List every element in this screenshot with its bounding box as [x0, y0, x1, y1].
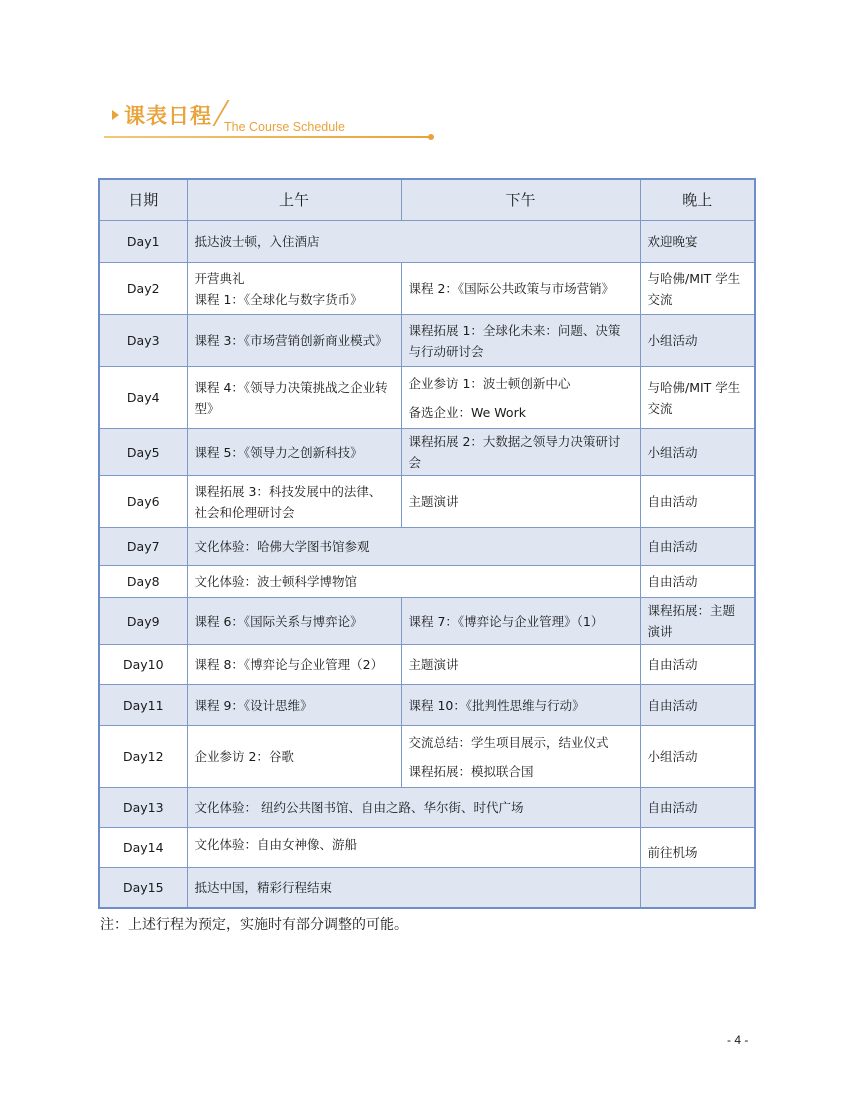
heading-english-title: The Course Schedule	[224, 120, 345, 134]
table-row	[99, 263, 755, 315]
day-cell: Day11	[99, 685, 187, 726]
evening-cell: 小组活动	[640, 429, 755, 476]
heading-underline	[104, 136, 430, 138]
header-date: 日期	[99, 179, 187, 221]
afternoon-line: 企业参访 1：波士顿创新中心	[408, 375, 571, 391]
table-row	[99, 315, 755, 367]
evening-cell: 自由活动	[640, 528, 755, 566]
afternoon-line: 备选企业：We Work	[408, 404, 526, 420]
afternoon-cell: 课程拓展 1：全球化未来：问题、决策与行动研讨会	[401, 315, 640, 367]
triangle-icon	[112, 110, 119, 120]
evening-cell: 与哈佛/MIT 学生交流	[640, 367, 755, 429]
table-row	[99, 476, 755, 528]
day-cell: Day13	[99, 788, 187, 828]
evening-cell: 自由活动	[640, 788, 755, 828]
morning-cell: 课程 8：《博弈论与企业管理（2）	[187, 645, 401, 685]
morning-line: 开营典礼	[194, 270, 245, 286]
evening-cell: 自由活动	[640, 476, 755, 528]
evening-cell: 自由活动	[640, 685, 755, 726]
header-morning: 上午	[187, 179, 401, 221]
evening-cell: 欢迎晚宴	[640, 221, 755, 263]
day-cell: Day8	[99, 566, 187, 598]
afternoon-line: 交流总结：学生项目展示，结业仪式	[408, 734, 609, 750]
afternoon-cell: 课程 10：《批判性思维与行动》	[401, 685, 640, 726]
day-cell: Day12	[99, 726, 187, 788]
header-evening: 晚上	[640, 179, 755, 221]
table-row	[99, 828, 755, 868]
evening-cell: 课程拓展：主题演讲	[640, 598, 755, 645]
day-cell: Day7	[99, 528, 187, 566]
evening-cell: 前往机场	[640, 828, 755, 868]
day-cell: Day6	[99, 476, 187, 528]
afternoon-cell: 主题演讲	[401, 645, 640, 685]
day-cell: Day14	[99, 828, 187, 868]
day-cell: Day15	[99, 868, 187, 908]
evening-cell: 与哈佛/MIT 学生交流	[640, 263, 755, 315]
table-row	[99, 221, 755, 263]
daytime-cell: 文化体验：哈佛大学图书馆参观	[187, 528, 640, 566]
morning-line: 课程 1：《全球化与数字货币》	[194, 291, 363, 307]
day-cell: Day1	[99, 221, 187, 263]
day-cell: Day10	[99, 645, 187, 685]
afternoon-cell: 主题演讲	[401, 476, 640, 528]
page-number: - 4 -	[727, 1033, 749, 1047]
daytime-cell: 文化体验：自由女神像、游船	[187, 828, 640, 868]
header-afternoon: 下午	[401, 179, 640, 221]
table-row	[99, 645, 755, 685]
table-row	[99, 566, 755, 598]
day-cell: Day9	[99, 598, 187, 645]
section-heading	[104, 100, 436, 144]
table-header-row	[99, 179, 755, 221]
underline-dot-icon	[428, 134, 434, 140]
day-cell: Day3	[99, 315, 187, 367]
morning-cell: 课程 5：《领导力之创新科技》	[187, 429, 401, 476]
morning-cell: 课程 6：《国际关系与博弈论》	[187, 598, 401, 645]
evening-cell	[640, 868, 755, 908]
table-row	[99, 367, 755, 429]
afternoon-cell: 课程 7：《博弈论与企业管理》（1）	[401, 598, 640, 645]
evening-cell: 小组活动	[640, 726, 755, 788]
day-cell: Day4	[99, 367, 187, 429]
evening-cell: 自由活动	[640, 645, 755, 685]
heading-chinese-title: 课表日程	[124, 104, 212, 128]
table-row	[99, 726, 755, 788]
morning-cell: 课程拓展 3：科技发展中的法律、社会和伦理研讨会	[187, 476, 401, 528]
table-row	[99, 788, 755, 828]
morning-cell: 课程 3：《市场营销创新商业模式》	[187, 315, 401, 367]
table-row	[99, 685, 755, 726]
table-row	[99, 868, 755, 908]
afternoon-cell	[401, 726, 640, 788]
afternoon-cell: 课程 2：《国际公共政策与市场营销》	[401, 263, 640, 315]
day-cell: Day5	[99, 429, 187, 476]
daytime-cell: 文化体验： 纽约公共图书馆、自由之路、华尔街、时代广场	[187, 788, 640, 828]
afternoon-cell	[401, 367, 640, 429]
morning-cell: 课程 4：《领导力决策挑战之企业转型》	[187, 367, 401, 429]
table-row	[99, 598, 755, 645]
morning-cell: 企业参访 2：谷歌	[187, 726, 401, 788]
evening-cell: 小组活动	[640, 315, 755, 367]
daytime-cell: 抵达波士顿，入住酒店	[187, 221, 640, 263]
schedule-table	[98, 178, 756, 909]
morning-cell	[187, 263, 401, 315]
table-row	[99, 429, 755, 476]
afternoon-cell: 课程拓展 2：大数据之领导力决策研讨会	[401, 429, 640, 476]
evening-cell: 自由活动	[640, 566, 755, 598]
morning-cell: 课程 9：《设计思维》	[187, 685, 401, 726]
day-cell: Day2	[99, 263, 187, 315]
schedule-note: 注：上述行程为预定，实施时有部分调整的可能。	[100, 917, 408, 933]
daytime-cell: 抵达中国，精彩行程结束	[187, 868, 640, 908]
table-row	[99, 528, 755, 566]
daytime-cell: 文化体验：波士顿科学博物馆	[187, 566, 640, 598]
afternoon-line: 课程拓展：模拟联合国	[408, 763, 534, 779]
